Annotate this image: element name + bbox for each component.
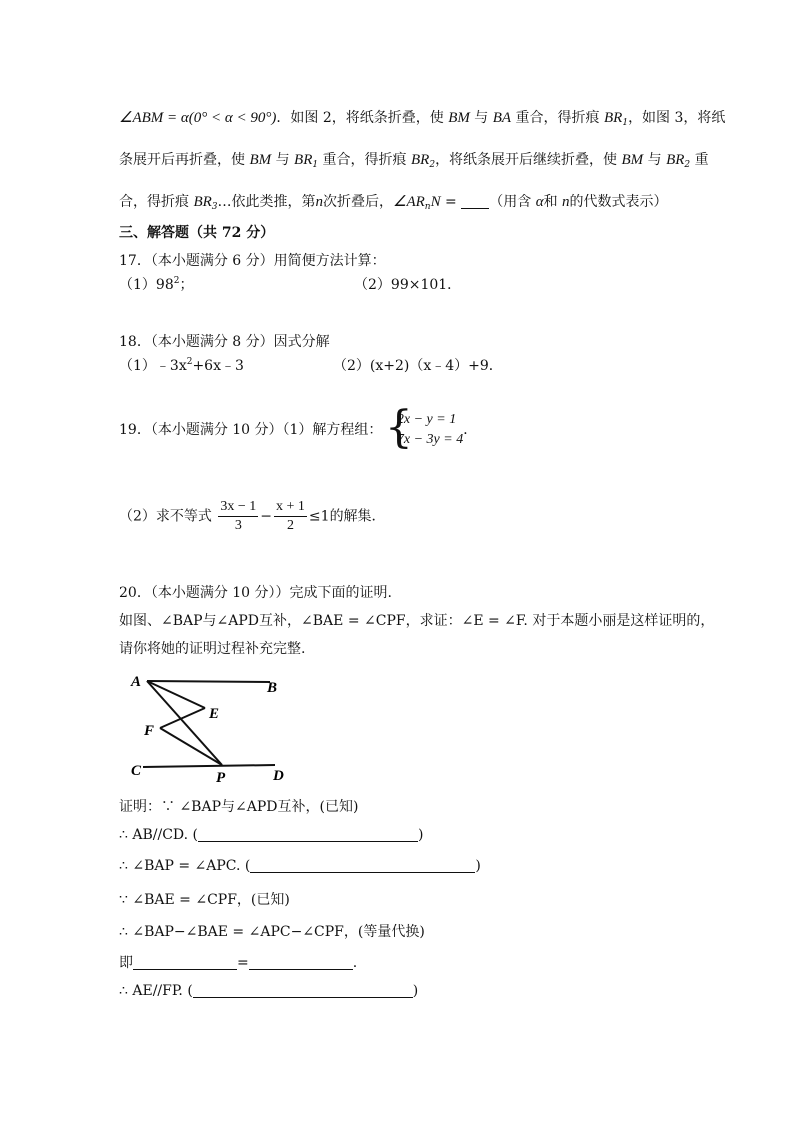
proof-step-1: 证明：∵ ∠BAP与∠APD互补，(已知): [119, 799, 359, 815]
proof-step-6: 即 = .: [119, 955, 358, 971]
label-d: D: [273, 768, 284, 784]
label-b: B: [267, 680, 278, 696]
q17-part2: （2）99×101．: [354, 277, 462, 293]
fraction-1: $\frac{3x - 1}{3}$: [220, 499, 257, 533]
segment-cd: [143, 765, 275, 767]
q19-line-2: （2）求不等式 $\frac{3x - 1}{3}$ − $\frac{x + 1}{2}$ ≤1的解集．: [119, 499, 386, 533]
segment-fp: [160, 728, 222, 765]
proof-step-2: ∴ AB//CD. ( ): [119, 827, 424, 843]
q18-part1: $(1)﹣3x^2+6x﹣3$: [119, 357, 244, 374]
proof-step-5: ∴ ∠BAP−∠BAE = ∠APC−∠CPF，(等量代换): [119, 924, 425, 940]
label-a: A: [131, 674, 142, 690]
segment-ae: [147, 681, 205, 708]
q18-title: 18．（本小题满分 8 分）因式分解: [119, 334, 330, 350]
equation-system: { 2x − y = 1 7x − 3y = 4: [384, 402, 464, 453]
reason-blank-3[interactable]: [193, 983, 413, 998]
q20-title: 20．（本小题满分 10 分））完成下面的证明.: [119, 585, 392, 601]
label-f: F: [144, 723, 155, 739]
brace-icon: {: [384, 402, 413, 453]
label-e: E: [209, 706, 220, 722]
label-c: C: [131, 763, 142, 779]
angle-abm-expr: ∠ABM = α(0° < α < 90°): [119, 110, 277, 126]
q19-line-1: 19．（本小题满分 10 分）（1）解方程组： { 2x − y = 1 7x − 3y = 4 ．: [119, 402, 478, 453]
geometry-figure: [125, 670, 300, 785]
fraction-2: $\frac{x + 1}{2}$: [276, 499, 305, 533]
q18-part2: （2）(x+2)（x﹣4）+9．: [333, 358, 503, 374]
proof-step-4: ∵ ∠BAE = ∠CPF，(已知): [119, 892, 290, 908]
q16-line-2: 条展开后再折叠，使 BM 与 $BR_1$ 重合，得折痕 $BR_2$，将纸条展开后继续折叠，使 BM 与 $BR_2$ 重: [119, 152, 709, 170]
q16-line-3: 合，得折痕 $BR_3\dots$依此类推，第n次折叠后，$\angle AR_nN$ = （用含 α和 n的代数式表示）: [119, 194, 668, 212]
answer-blank[interactable]: [461, 194, 489, 209]
q20-desc-1: 如图、∠BAP与∠APD互补，∠BAE = ∠CPF，求证：∠E = ∠F. 对于本题小丽是这样证明的，: [119, 613, 715, 629]
proof-step-3: ∴ ∠BAP = ∠APC. ( ): [119, 858, 481, 874]
segment-ap: [147, 681, 222, 765]
proof-step-7: ∴ AE//FP. ( ): [119, 983, 419, 999]
reason-blank-1[interactable]: [198, 827, 418, 842]
segment-ef: [160, 708, 205, 728]
answer-blank-right[interactable]: [249, 955, 353, 970]
q16-line-1: ∠ABM = α(0° < α < 90°)．如图 2，将纸条折叠，使 BM 与 BA 重合，得折痕 $BR_1$，如图 3，将纸: [119, 110, 726, 128]
q17-part1: $(1)98^2$；: [119, 276, 194, 293]
section-title: 三、解答题（共 72 分）: [119, 225, 275, 241]
q20-desc-2: 请你将她的证明过程补充完整.: [119, 641, 306, 657]
label-p: P: [216, 770, 226, 785]
reason-blank-2[interactable]: [250, 858, 475, 873]
q17-title: 17．（本小题满分 6 分）用简便方法计算：: [119, 253, 386, 269]
segment-ab: [147, 681, 270, 682]
answer-blank-left[interactable]: [133, 955, 237, 970]
